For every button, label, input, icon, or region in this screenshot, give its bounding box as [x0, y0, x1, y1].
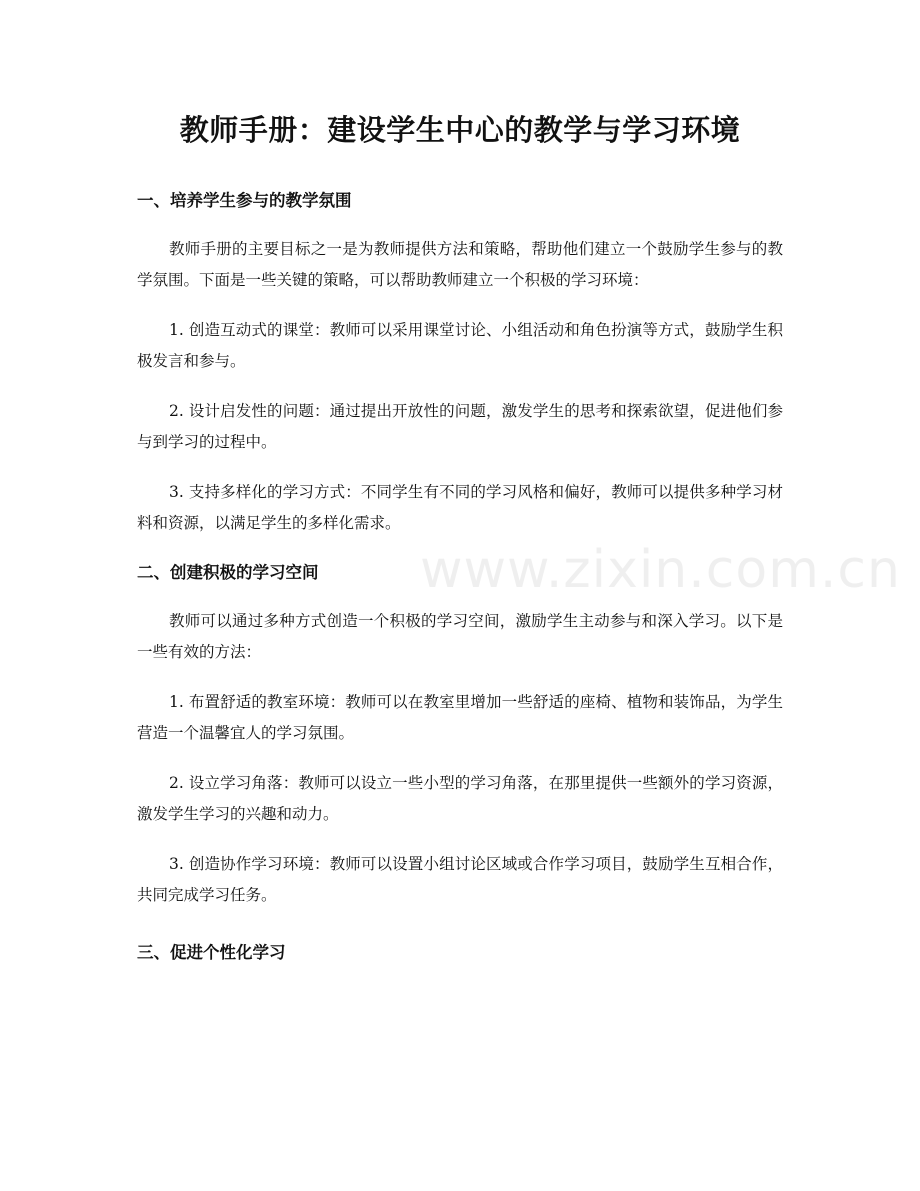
list-item: 3. 支持多样化的学习方式：不同学生有不同的学习风格和偏好，教师可以提供多种学习材料和资源，以满足学生的多样化需求。	[137, 483, 783, 532]
list-item: 1. 创造互动式的课堂：教师可以采用课堂讨论、小组活动和角色扮演等方式，鼓励学生积极发言和参与。	[137, 321, 783, 370]
section-3	[137, 938, 783, 968]
section-heading: 三、促进个性化学习	[137, 943, 286, 962]
list-item: 1. 布置舒适的教室环境：教师可以在教室里增加一些舒适的座椅、植物和装饰品，为学生营造一个温馨宜人的学习氛围。	[137, 693, 783, 742]
paragraph: 教师可以通过多种方式创造一个积极的学习空间，激励学生主动参与和深入学习。以下是一些有效的方法：	[137, 612, 783, 661]
list-item: 3. 创造协作学习环境：教师可以设置小组讨论区域或合作学习项目，鼓励学生互相合作，共同完成学习任务。	[137, 855, 783, 904]
watermark: www.zixin.com.cn	[420, 540, 901, 600]
section-1	[137, 186, 783, 538]
section-heading: 一、培养学生参与的教学氛围	[137, 191, 352, 210]
page-title: 教师手册：建设学生中心的教学与学习环境	[179, 113, 741, 147]
section-heading: 二、创建积极的学习空间	[137, 563, 319, 582]
list-item: 2. 设计启发性的问题：通过提出开放性的问题，激发学生的思考和探索欲望，促进他们参与到学习的过程中。	[137, 402, 783, 451]
section-2	[137, 558, 783, 910]
document-body	[137, 186, 783, 986]
section-gap	[137, 930, 783, 938]
list-item: 2. 设立学习角落：教师可以设立一些小型的学习角落，在那里提供一些额外的学习资源，激发学生学习的兴趣和动力。	[137, 774, 783, 823]
paragraph: 教师手册的主要目标之一是为教师提供方法和策略，帮助他们建立一个鼓励学生参与的教学氛围。下面是一些关键的策略，可以帮助教师建立一个积极的学习环境：	[137, 240, 783, 289]
